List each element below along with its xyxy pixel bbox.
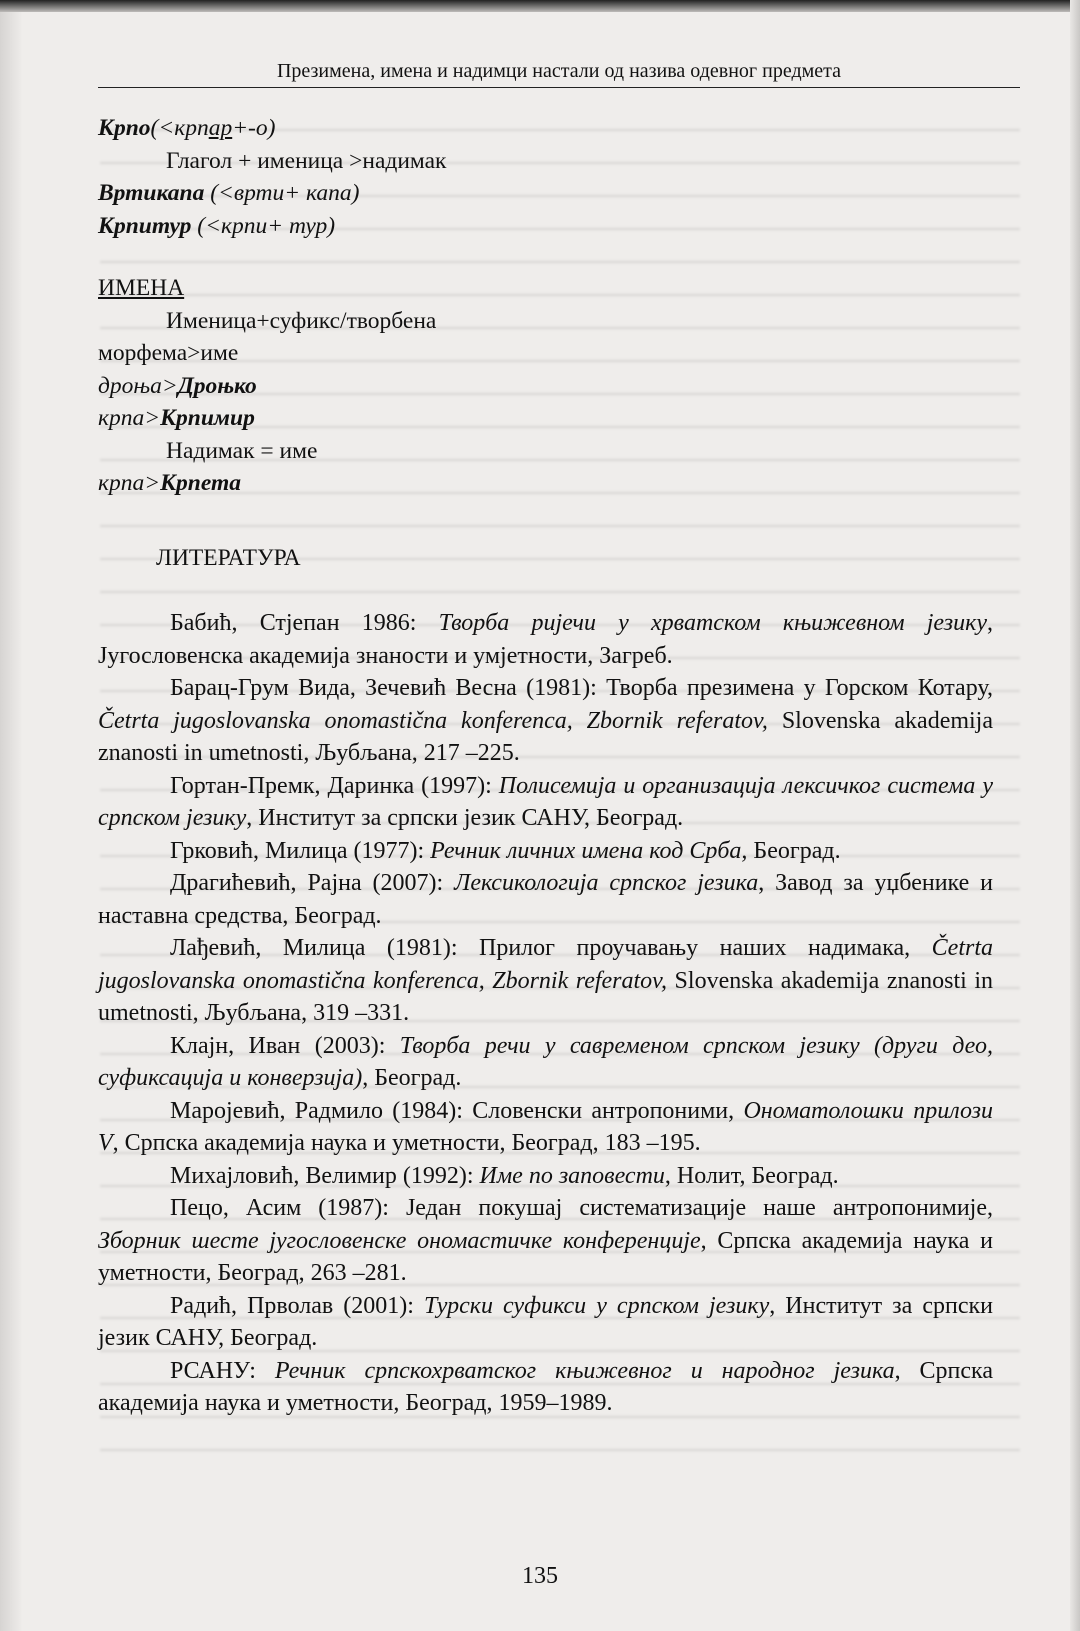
entry-title: Četrta jugoslovanska onomastična konferenca, Zbornik referatov, xyxy=(98,707,768,734)
entry-word: Крпо xyxy=(98,115,151,141)
bibliography-entry xyxy=(98,1095,993,1160)
example-line xyxy=(98,467,993,500)
running-header: Презимена, имена и надимци настали од назива одевног предмета xyxy=(98,60,1020,88)
example-line xyxy=(98,402,993,435)
entry-etymology: (<крп xyxy=(150,115,209,141)
entry-publication: Београд. xyxy=(747,837,841,864)
entry-publication: Slovenska akademija znanosti in umetnosti, Љубљана, 217 –225. xyxy=(98,707,993,766)
entry-title: Творба речи у савременом српском језику (други део, суфиксација и конверзија) xyxy=(98,1032,993,1091)
entry-author: Клајн, Иван (2003): xyxy=(170,1032,400,1059)
entry-vrtikapa xyxy=(98,177,993,210)
entry-title: Ономатолошки прилози V xyxy=(98,1097,993,1156)
bibliography-entry xyxy=(98,835,993,868)
entry-author: Гортан-Премк, Даринка (1997): xyxy=(170,772,499,799)
page-number: 135 xyxy=(522,1563,558,1589)
entry-publication: , Институт за српски језик САНУ, Београд. xyxy=(98,1292,993,1351)
entry-author: Бабић, Стјепан 1986: xyxy=(170,610,439,636)
rule-line: Глагол + именица >надимак xyxy=(166,147,447,174)
entry-publication: , Београд. xyxy=(362,1065,462,1091)
example-result: Крпета xyxy=(160,470,242,496)
entry-publication: Slovenska akademija znanosti in umetnosti, Љубљана, 319 –331. xyxy=(98,967,993,1026)
example-base: дроња> xyxy=(98,372,178,399)
bibliography-entry xyxy=(98,607,993,672)
entry-title: Творба ријечи у хрватском књижевном језику xyxy=(438,610,988,636)
entry-publication: , Нолит, Београд. xyxy=(664,1162,839,1189)
entry-publication: , Институт за српски језик САНУ, Београд. xyxy=(246,805,684,831)
example-line xyxy=(98,370,993,403)
example-result: Дроњко xyxy=(177,372,257,399)
entry-title: Речник личних имена код Срба, xyxy=(430,837,748,864)
entry-title: Зборник шесте југословенске ономастичке конференције xyxy=(98,1227,701,1254)
entry-publication: , Српска академија наука и уметности, Београд, 1959–1989. xyxy=(98,1357,993,1416)
entry-author: Драгићевић, Рајна (2007): xyxy=(170,870,455,896)
entry-title: Četrta jugoslovanska onomastična konferenca, Zbornik referatov, xyxy=(98,935,993,994)
bibliography-entry xyxy=(98,672,993,770)
section-heading-literatura: ЛИТЕРАТУРА xyxy=(156,544,301,571)
page-top-edge xyxy=(0,0,1080,12)
entry-etymology-end: +-о) xyxy=(232,115,276,141)
entry-krpo xyxy=(98,112,993,145)
entry-title: Име по заповести xyxy=(479,1162,665,1189)
entry-author: Барац-Грум Вида, Зечевић Весна (1981): Творба презимена у Горском Котару, xyxy=(170,675,993,701)
bibliography-list xyxy=(98,607,993,1420)
bibliography-entry xyxy=(98,770,993,835)
entry-etymology: (<врти+ капа) xyxy=(210,180,360,206)
entry-author: Грковић, Милица (1977): xyxy=(170,837,431,864)
example-base: крпа> xyxy=(98,470,161,496)
entry-publication: , Завод за уџбенике и наставна средства, Београд. xyxy=(98,870,994,929)
entry-etymology: (<крпи+ тур) xyxy=(197,212,336,239)
entry-author: Маројевић, Радмило (1984): Словенски антропоними, xyxy=(170,1097,744,1124)
rule-line-cont: морфема>име xyxy=(98,340,239,366)
entry-word: Вртикапа xyxy=(98,180,205,206)
entry-author: Радић, Прволав (2001): xyxy=(170,1292,424,1319)
rule-line: Надимак = име xyxy=(166,437,318,464)
entry-author: Михајловић, Велимир (1992): xyxy=(170,1162,480,1189)
entry-author: Пецо, Асим (1987): Један покушај систематизације наше антропонимије, xyxy=(170,1195,993,1221)
rule-line: Именица+суфикс/творбена xyxy=(166,307,437,334)
entry-author: Лађевић, Милица (1981): Прилог проучавању наших надимака, xyxy=(170,935,932,961)
entry-word: Крпитур xyxy=(98,212,192,239)
bibliography-entry xyxy=(98,867,993,932)
bibliography-entry xyxy=(98,1160,993,1193)
bibliography-entry xyxy=(98,1290,993,1355)
example-base: крпа> xyxy=(98,405,161,431)
entry-publication: , Српска академија наука и уметности, Београд, 183 –195. xyxy=(112,1130,701,1156)
example-result: Крпимир xyxy=(160,405,255,431)
entry-title: Турски суфикси у српском језику xyxy=(424,1292,770,1319)
page-right-edge xyxy=(1070,0,1080,1631)
entry-title: Лексикологија српског језика xyxy=(454,870,759,896)
bibliography-entry xyxy=(98,1030,993,1095)
page-body xyxy=(98,112,993,1420)
bibliography-entry xyxy=(98,1355,993,1420)
bibliography-entry xyxy=(98,932,993,1030)
entry-etymology-underlined: ар xyxy=(208,115,233,141)
entry-publication: , Српска академија наука и уметности, Београд, 263 –281. xyxy=(98,1227,993,1286)
entry-publication: , Југословенска академија знаности и умјетности, Загреб. xyxy=(98,610,994,669)
entry-title: Полисемија и организација лексичког система у српском језику xyxy=(98,772,993,831)
section-heading-imena: ИМЕНА xyxy=(98,275,185,301)
page-spine-shadow xyxy=(0,0,22,1631)
entry-title: Речник српскохрватског књижевног и народног језика xyxy=(274,1357,895,1384)
bibliography-entry xyxy=(98,1192,993,1290)
entry-author: РСАНУ: xyxy=(170,1357,275,1384)
entry-krpitur xyxy=(98,210,993,243)
